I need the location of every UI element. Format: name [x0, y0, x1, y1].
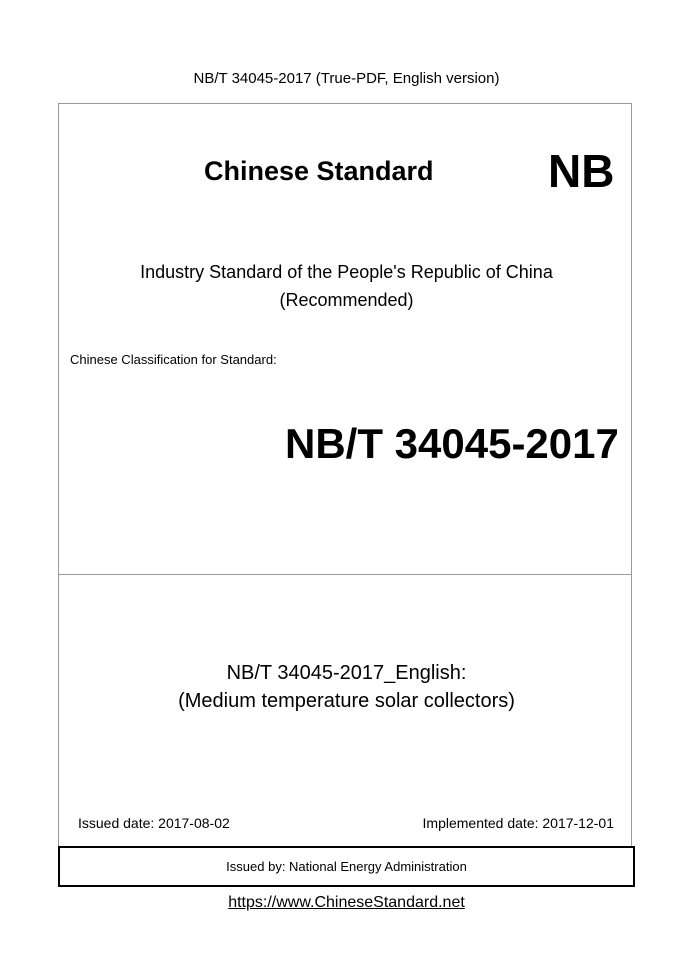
issued-date: Issued date: 2017-08-02: [78, 815, 230, 831]
title-line-2: (Medium temperature solar collectors): [178, 690, 515, 712]
website-link[interactable]: https://www.ChineseStandard.net: [228, 894, 465, 911]
implemented-date: Implemented date: 2017-12-01: [422, 815, 614, 831]
industry-line-2: (Recommended): [279, 290, 414, 310]
page-header: NB/T 34045-2017 (True-PDF, English version): [193, 70, 500, 87]
standard-number: NB/T 34045-2017: [285, 420, 619, 467]
document-title: [0, 659, 693, 715]
issued-by: Issued by: National Energy Administration: [226, 859, 467, 874]
brand-title: Chinese Standard: [204, 156, 434, 186]
classification-label: Chinese Classification for Standard:: [70, 352, 277, 367]
issuer-box: [58, 846, 635, 887]
title-line-1: NB/T 34045-2017_English:: [226, 662, 467, 684]
industry-line-1: Industry Standard of the People's Republic of China: [140, 262, 553, 282]
industry-statement: [0, 258, 693, 314]
brand-mark: NB: [548, 145, 615, 197]
